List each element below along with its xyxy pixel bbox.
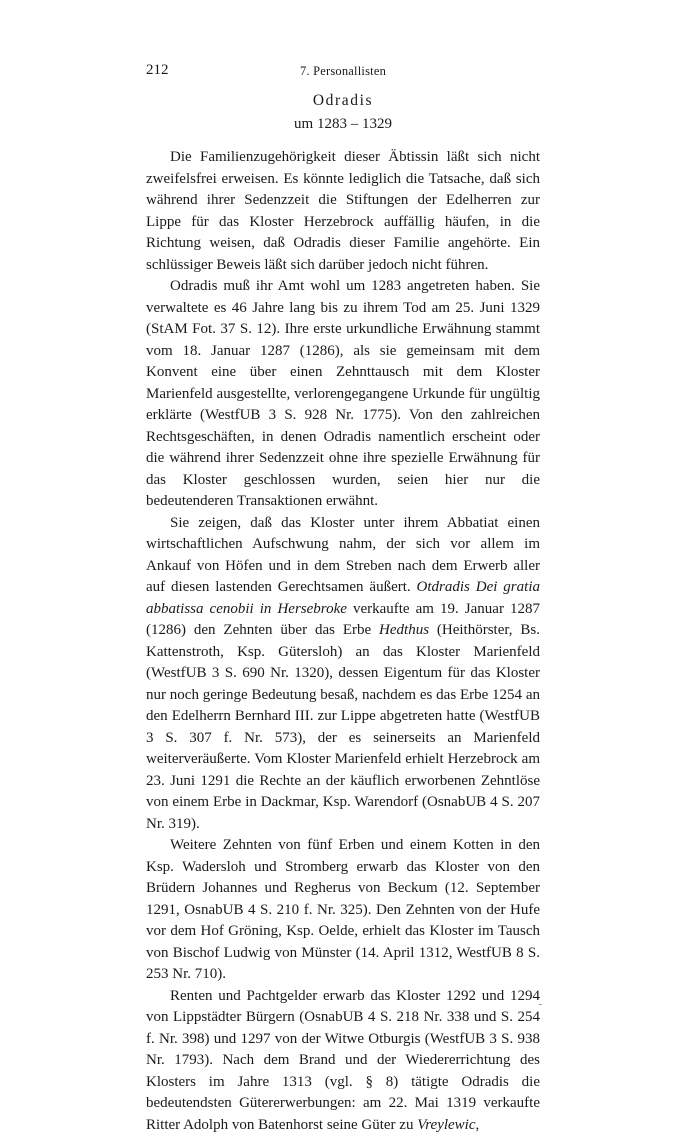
entry-dates: um 1283 – 1329	[146, 116, 540, 133]
text-segment: verkaufte am 19. Januar 1287 (1286) den Zehnten über das Erbe	[146, 601, 540, 639]
section-title: 7. Personallisten	[146, 64, 540, 79]
text-segment: Renten und Pachtgelder erwarb das Kloster 1292 und 1294 von Lippstädter Bürgern (OsnabUB 4 S. 218 Nr. 338 und S. 254 f. Nr. 398) und 1297 von der Witwe Otburgis (WestfUB 3 S. 938 Nr. 1793). Nach dem Brand und der Wiedererrichtung des Klosters im Jahre 1313 (vgl. § 8) tätigte Odradis die bedeutendsten Gütererwerbungen: am 22. Mai 1319 verkaufte Ritter Adolph von Batenhorst seine Güter zu	[146, 988, 540, 1133]
text-segment: Odradis muß ihr Amt wohl um 1283 angetreten haben. Sie verwaltete es 46 Jahre lang bis zu ihrem Tod am 25. Juni 1329 (StAM Fot. 37 S. 12). Ihre erste urkundliche Erwähnung stammt vom 18. Januar 1287 (1286), als sie gemeinsam mit dem Konvent eine über einen Zehnttausch mit dem Kloster Marienfeld ausgestellte, verlorengegangene Urkunde für ungültig erklärte (WestfUB 3 S. 928 Nr. 1775). Von den zahlreichen Rechtsgeschäften, in denen Odradis namentlich erscheint oder die während ihrer Sedenzzeit ohne ihre spezielle Erwähnung für das Kloster geschlossen wurden, seien hier nur die bedeutenderen Transaktionen erwähnt.	[146, 278, 540, 509]
paragraph	[146, 986, 540, 1136]
text-segment: (Heithörster, Bs. Kattenstroth, Ksp. Gütersloh) an das Kloster Marienfeld (WestfUB 3 S. 690 Nr. 1320), dessen Eigentum für das Kloster nur noch geringe Bedeutung besaß, nachdem es das Erbe 1254 an den Edelherrn Bernhard III. zur Lippe abgetreten hatte (WestfUB 3 S. 307 f. Nr. 573), der es seinerseits an Marienfeld weiterveräußerte. Vom Kloster Marienfeld erhielt Herzebrock am 23. Juni 1291 die Rechte an der käuflich erworbenen Zehntlöse von einem Erbe in Dackmar, Ksp. Warendorf (OsnabUB 4 S. 207 Nr. 319).	[146, 622, 540, 832]
italic-quotation: Otdradis Dei gratia abbatissa cenobii in Hersebroke	[146, 579, 540, 617]
italic-quotation: Hedthus	[379, 622, 429, 638]
body-text	[146, 147, 540, 1136]
paragraph	[146, 276, 540, 513]
paragraph	[146, 513, 540, 836]
paragraph	[146, 835, 540, 986]
running-head	[146, 62, 540, 82]
page-number: 212	[146, 62, 169, 79]
text-segment: Weitere Zehnten von fünf Erben und einem Kotten in den Ksp. Wadersloh und Stromberg erwarb das Kloster von den Brüdern Johannes und Regherus von Beckum (12. September 1291, OsnabUB 4 S. 210 f. Nr. 325). Den Zehnten von der Hufe vor dem Hof Gröning, Ksp. Oelde, erhielt das Kloster im Tausch von Bischof Ludwig von Münster (14. April 1312, WestfUB 8 S. 253 Nr. 710).	[146, 837, 540, 982]
scan-artifact	[539, 1004, 542, 1005]
paragraph	[146, 147, 540, 276]
text-segment: ,	[476, 1117, 480, 1133]
entry-name: Odradis	[146, 92, 540, 110]
italic-quotation: Vreylewic	[417, 1117, 475, 1133]
text-segment: Die Familienzugehörigkeit dieser Äbtissin läßt sich nicht zweifelsfrei erweisen. Es könnte lediglich die Tatsache, daß sich während ihrer Sedenzzeit die Stiftungen der Edelherren zur Lippe für das Kloster Herzebrock auffällig häufen, in die Richtung weisen, daß Odradis dieser Familie angehörte. Ein schlüssiger Beweis läßt sich darüber jedoch nicht führen.	[146, 149, 540, 273]
text-segment: Sie zeigen, daß das Kloster unter ihrem Abbatiat einen wirtschaftlichen Aufschwung nahm, der sich vor allem im Ankauf von Höfen und in dem Streben nach dem Erwerb aller auf diesen lastenden Gerechtsamen äußert.	[146, 515, 540, 596]
